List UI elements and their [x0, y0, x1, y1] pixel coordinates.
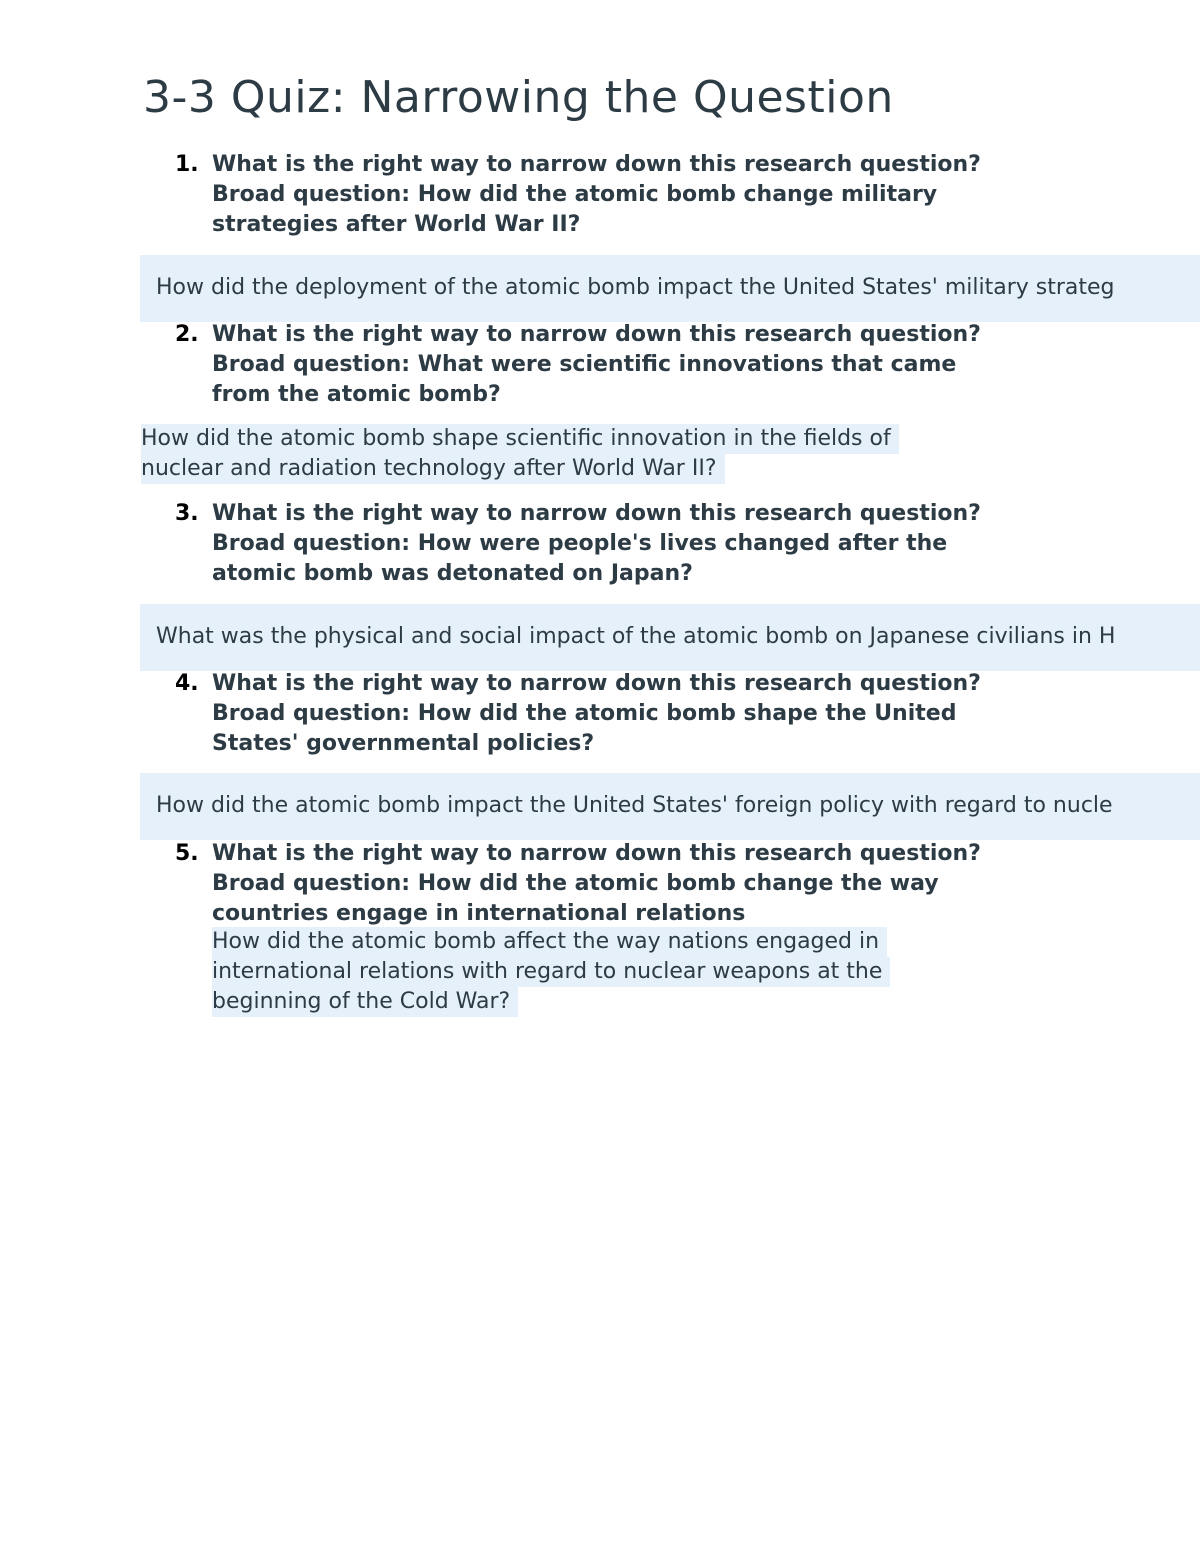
question-prompt-line: States' governmental policies? [212, 731, 595, 756]
page-title: 3-3 Quiz: Narrowing the Question [143, 72, 894, 123]
answer-text: What was the physical and social impact of the atomic bomb on Japanese civilians in H [156, 624, 1116, 649]
question-prompt-line: from the atomic bomb? [212, 382, 501, 407]
question-number: 1. [175, 152, 199, 177]
question-prompt-line: Broad question: How did the atomic bomb shape the United [212, 701, 957, 726]
question-number: 2. [175, 322, 199, 347]
answer-text-line: How did the atomic bomb shape scientific innovation in the fields of [141, 424, 899, 454]
answer-text-line: nuclear and radiation technology after World War II? [141, 454, 725, 484]
question-prompt [212, 499, 1072, 589]
question-prompt-line: strategies after World War II? [212, 212, 581, 237]
question-prompt-line: What is the right way to narrow down this research question? [212, 322, 981, 347]
question-prompt-line: What is the right way to narrow down this research question? [212, 841, 981, 866]
question-number: 4. [175, 671, 199, 696]
question-prompt [212, 839, 1072, 929]
answer-text: How did the deployment of the atomic bomb impact the United States' military strateg [156, 275, 1115, 300]
question-prompt-line: Broad question: What were scientific innovations that came [212, 352, 957, 377]
answer-text-line: international relations with regard to nuclear weapons at the [212, 957, 890, 987]
question-prompt [212, 320, 1072, 410]
question-number: 5. [175, 841, 199, 866]
question-prompt-line: What is the right way to narrow down this research question? [212, 501, 981, 526]
answer-3 [140, 604, 1200, 671]
question-prompt [212, 669, 1072, 759]
question-prompt [212, 150, 1072, 240]
answer-text-line: beginning of the Cold War? [212, 987, 518, 1017]
question-prompt-line: What is the right way to narrow down this research question? [212, 671, 981, 696]
question-prompt-line: Broad question: How were people's lives changed after the [212, 531, 948, 556]
answer-1 [140, 255, 1200, 322]
answer-2 [141, 424, 899, 484]
question-prompt-line: Broad question: How did the atomic bomb change the way [212, 871, 939, 896]
question-prompt-line: atomic bomb was detonated on Japan? [212, 561, 693, 586]
answer-text: How did the atomic bomb impact the United States' foreign policy with regard to nucle [156, 793, 1113, 818]
question-prompt-line: What is the right way to narrow down this research question? [212, 152, 981, 177]
question-number: 3. [175, 501, 199, 526]
answer-4 [140, 773, 1200, 840]
answer-text-line: How did the atomic bomb affect the way nations engaged in [212, 927, 887, 957]
question-prompt-line: Broad question: How did the atomic bomb change military [212, 182, 938, 207]
question-prompt-line: countries engage in international relations [212, 901, 746, 926]
answer-5 [212, 927, 890, 1017]
